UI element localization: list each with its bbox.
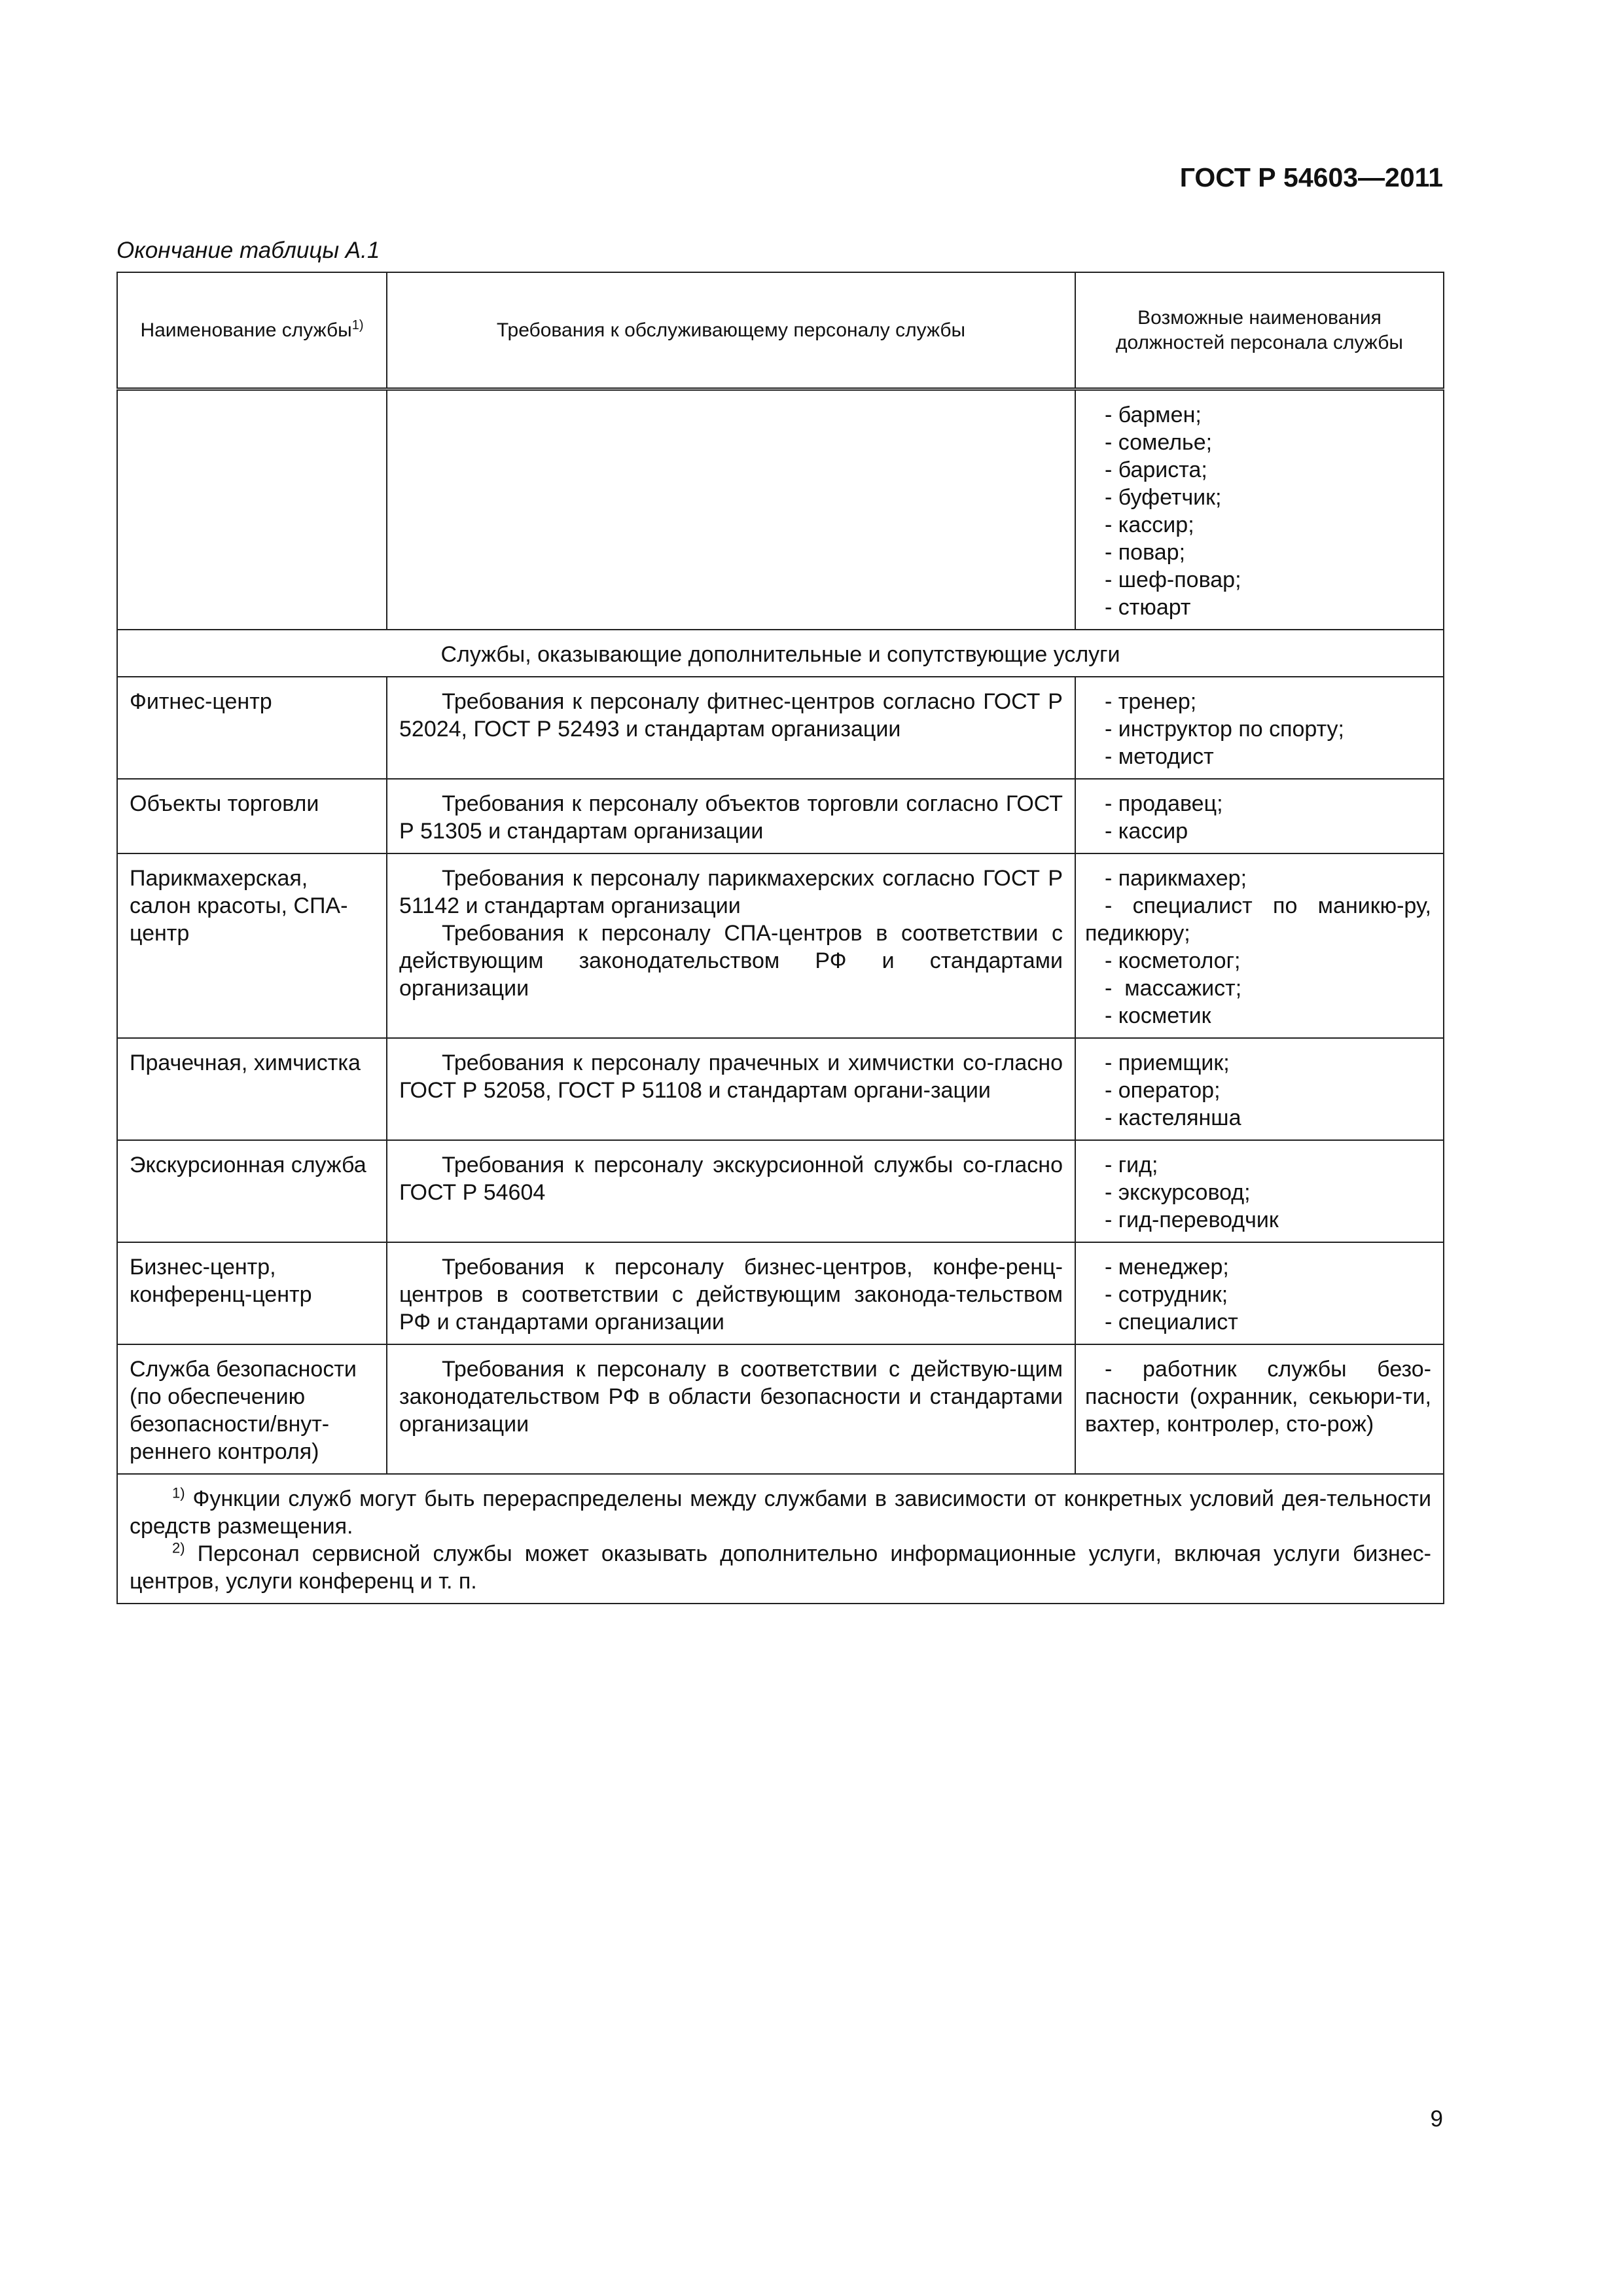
table-caption: Окончание таблицы А.1 — [116, 238, 380, 263]
footnote-mark: 2) — [172, 1539, 185, 1556]
position-item: - буфетчик; — [1105, 485, 1222, 510]
requirements-cell — [387, 853, 1075, 1038]
continued-row — [117, 389, 1444, 630]
service-name: Парикмахерская, салон красоты, СПА-центр — [117, 853, 387, 1038]
service-name: Бизнес-центр, конференц-центр — [117, 1242, 387, 1344]
page-number: 9 — [1430, 2106, 1443, 2132]
requirement-text: Требования к персоналу парикмахерских согласно ГОСТ Р 51142 и стандартам организации — [399, 866, 1063, 918]
position-item: - повар; — [1105, 540, 1186, 565]
requirements-cell — [387, 1140, 1075, 1242]
section-row — [117, 630, 1444, 677]
position-item: - кассир — [1105, 819, 1188, 844]
position-item: - менеджер; — [1105, 1255, 1229, 1280]
position-item: - косметолог; — [1105, 948, 1241, 973]
position-item: - продавец; — [1105, 791, 1223, 816]
position-item: - кастелянша — [1105, 1105, 1241, 1130]
requirement-text: Требования к персоналу в соответствии с действую-щим законодательством РФ в области безопасности и стандартами организации — [399, 1357, 1063, 1437]
position-item: - специалист по маникю-ру, педикюру; — [1085, 893, 1438, 946]
services-table — [116, 272, 1444, 1604]
requirement-text: Требования к персоналу экскурсионной службы со-гласно ГОСТ Р 54604 — [399, 1153, 1063, 1205]
requirements-cell — [387, 1344, 1075, 1474]
requirement-text: Требования к персоналу прачечных и химчистки со-гласно ГОСТ Р 52058, ГОСТ Р 51108 и стандартам органи-зации — [399, 1050, 1063, 1103]
position-item: - инструктор по спорту; — [1105, 717, 1344, 742]
document-code: ГОСТ Р 54603—2011 — [1179, 162, 1443, 192]
position-item: - гид; — [1105, 1153, 1158, 1177]
position-item: - сомелье; — [1105, 430, 1213, 455]
requirements-cell — [387, 779, 1075, 853]
table-row — [117, 677, 1444, 779]
header-positions: Возможные наименования должностей персонала службы — [1075, 272, 1444, 389]
requirements-cell — [387, 1038, 1075, 1140]
positions-cell — [1075, 1242, 1444, 1344]
position-item: - стюарт — [1105, 595, 1191, 620]
service-name: Служба безопасности (по обеспечению безопасности/внут-реннего контроля) — [117, 1344, 387, 1474]
table-row — [117, 779, 1444, 853]
position-item: - кассир; — [1105, 512, 1194, 537]
position-item: - работник службы безо-пасности (охранник, секьюри-ти, вахтер, контролер, сто-рож) — [1085, 1357, 1438, 1437]
position-item: - специалист — [1105, 1310, 1238, 1335]
requirements-cell — [387, 677, 1075, 779]
positions-cell — [1075, 1140, 1444, 1242]
table-row — [117, 1038, 1444, 1140]
footnote-mark: 1) — [351, 317, 364, 332]
service-name: Прачечная, химчистка — [117, 1038, 387, 1140]
requirement-text: Требования к персоналу бизнес-центров, конфе-ренц-центров в соответствии с действующим законода-тельством РФ и стандартами организации — [399, 1255, 1063, 1335]
requirement-text: Требования к персоналу объектов торговли согласно ГОСТ Р 51305 и стандартам организации — [399, 791, 1063, 844]
position-item: - бармен; — [1105, 403, 1202, 427]
header-requirements: Требования к обслуживающему персоналу службы — [387, 272, 1075, 389]
table-row — [117, 1140, 1444, 1242]
continued-positions — [1075, 389, 1444, 630]
position-item: - экскурсовод; — [1105, 1180, 1251, 1205]
service-name: Объекты торговли — [117, 779, 387, 853]
position-item: - оператор; — [1105, 1078, 1221, 1103]
position-item: - тренер; — [1105, 689, 1197, 714]
table-row — [117, 853, 1444, 1038]
table-header-row — [117, 272, 1444, 389]
footnote-mark: 1) — [172, 1484, 185, 1501]
service-name: Экскурсионная служба — [117, 1140, 387, 1242]
footnote: $^{1)}$ Функции служб могут быть перераспределены между службами в зависимости от конкретных условий дея-тельности средств размещения. — [130, 1484, 1431, 1539]
positions-cell — [1075, 853, 1444, 1038]
positions-cell — [1075, 779, 1444, 853]
positions-cell — [1075, 1038, 1444, 1140]
position-item: - сотрудник; — [1105, 1282, 1228, 1307]
position-item: - приемщик; — [1105, 1050, 1230, 1075]
service-name: Фитнес-центр — [117, 677, 387, 779]
positions-cell — [1075, 677, 1444, 779]
position-item: - парикмахер; — [1105, 866, 1247, 891]
empty-cell — [387, 389, 1075, 630]
empty-cell — [117, 389, 387, 630]
footnote: $^{2)}$ Персонал сервисной службы может оказывать дополнительно информационные услуги, включая услуги бизнес-центров, услуги конференц и т. п. — [130, 1539, 1432, 1594]
table-row — [117, 1344, 1444, 1474]
requirements-cell — [387, 1242, 1075, 1344]
notes-row — [117, 1474, 1444, 1604]
table-notes — [117, 1474, 1444, 1604]
position-item: - бариста; — [1105, 457, 1207, 482]
position-item: - косметик — [1105, 1003, 1211, 1028]
position-item: - гид-переводчик — [1105, 1208, 1279, 1232]
position-item: - шеф-повар; — [1105, 567, 1241, 592]
requirement-text: Требования к персоналу фитнес-центров согласно ГОСТ Р 52024, ГОСТ Р 52493 и стандартам организации — [399, 689, 1063, 742]
positions-cell — [1075, 1344, 1444, 1474]
position-item: - массажист; — [1105, 976, 1242, 1001]
header-service: Наименование службы$^{1)}$ — [117, 272, 387, 389]
table-row — [117, 1242, 1444, 1344]
position-item: - методист — [1105, 744, 1214, 769]
requirement-text: Требования к персоналу СПА-центров в соответствии с действующим законодательством РФ и стандартами организации — [399, 921, 1063, 1001]
section-title: Службы, оказывающие дополнительные и сопутствующие услуги — [117, 630, 1444, 677]
